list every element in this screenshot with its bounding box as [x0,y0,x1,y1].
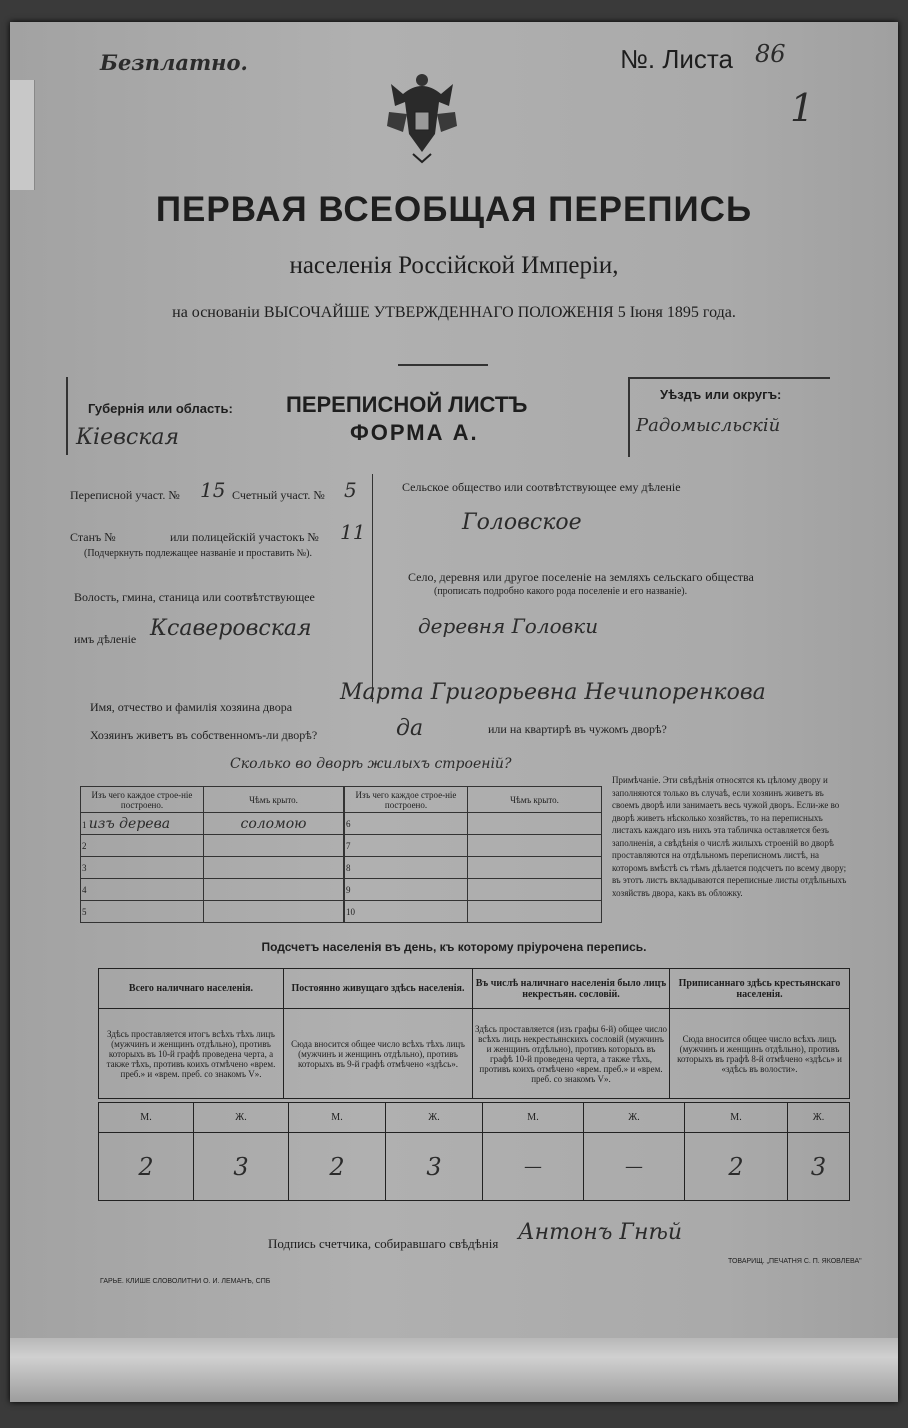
population-counts: М. Ж. М. Ж. М. Ж. М. Ж. 2 3 2 3 — — 2 3 [98,1102,850,1201]
population-table: Всего наличнаго населенія. Постоянно живущаго здѣсь населенія. Въ числѣ наличнаго населенія было лицъ некрестьян. сословій. Приписаннаго здѣсь крестьянскаго населенія. Здѣсь проставляется итогъ всѣхъ тѣхъ лицъ (мужчинъ и женщинъ отдѣльно), противъ которыхъ въ 10-й графѣ проведена черта, а также тѣхъ, противъ коихъ отмѣчено «врем. преб.» и «врем. преб. со знакомъ V». Сюда вносится общее число всѣхъ тѣхъ лицъ (мужчинъ и женщинъ отдѣльно), противъ которыхъ въ 9-й графѣ отмѣчено «здѣсь». Здѣсь проставляется (изъ графы 6-й) общее число всѣхъ лицъ некрестьянскихъ сословій (мужчинъ и женщинъ отдѣльно), противъ которыхъ въ графѣ 10-й проведена черта, а также тѣхъ, противъ коихъ отмѣчено «врем. преб.» и «врем. преб. со знакомъ V». Сюда вносится общее число всѣхъ лицъ (мужчинъ и женщинъ отдѣльно), противъ которыхъ въ графѣ 8-й отмѣчено «здѣсь» и «здѣсь въ волости». [98,968,850,1099]
paper-tab [10,80,35,190]
village-label: Село, деревня или другое поселеніе на земляхъ сельскаго общества [408,570,754,584]
guberniya-label: Губернія или область: [88,401,233,416]
census-sheet [10,22,898,1402]
double-headed-eagle-icon [383,72,461,164]
table-row: 8 [345,857,602,879]
police-value: 11 [340,520,366,544]
col-roof: Чѣмъ крыто. [204,787,344,813]
volost-value: Ксаверовская [150,616,312,641]
table-row: 7 [345,835,602,857]
village-note: (прописать подробно какого рода поселеніе и его названіе). [434,586,688,597]
printer-right: ТОВАРИЩ. „ПЕЧАТНЯ С. П. ЯКОВЛЕВА" [728,1258,862,1265]
pop-head-total: Всего наличнаго населенія. [99,969,284,1009]
count-district-value: 5 [344,478,357,502]
population-title: Подсчетъ населенія въ день, къ которому пріурочена перепись. [261,940,647,954]
lives-own-value: да [396,716,424,741]
sheet-number-label: №. Листа [620,44,734,74]
owner-name-value: Марта Григорьевна Нечипоренкова [340,680,766,705]
volost-label-1: Волость, гмина, станица или соотвѣтствующее [74,590,315,604]
field-divider [372,474,373,702]
sheet-title: ПЕРЕПИСНОЙ ЛИСТЪ [286,392,528,417]
pop-head-permanent: Постоянно живущаго здѣсь населенія. [284,969,473,1009]
uezd-label: Уѣздъ или округъ: [660,387,782,402]
signature-label: Подпись счетчика, собиравшаго свѣдѣнія [268,1236,499,1251]
ornament-divider [398,364,488,366]
buildings-table-right: Изъ чего каждое строе-ніе построено. Чѣмъ крыто. 6 7 8 9 10 [344,786,602,923]
census-district-value: 15 [200,478,226,502]
table-row: 10 [345,901,602,923]
basis-line: на основаніи ВЫСОЧАЙШЕ УТВЕРЖДЕННАГО ПОЛОЖЕНІЯ 5 Іюня 1895 года. [172,304,736,321]
corner-mark: 1 [790,86,815,130]
worn-edge [10,1338,898,1402]
pop-head-registered: Приписаннаго здѣсь крестьянскаго населенія. [670,969,850,1009]
police-label: или полицейскій участокъ № [170,530,319,544]
underline-note: (Подчеркнуть подлежащее названіе и проставить №). [84,548,312,559]
buildings-note: Примѣчаніе. Эти свѣдѣнія относятся къ цѣлому двору и заполняются только въ случаѣ, если хозяинъ живетъ въ своемъ дворѣ или занимаетъ весь чужой дворъ. Если-же во дворѣ живетъ нѣсколько хозяйствъ, то на переписныхъ листахъ каждаго изъ нихъ эта табличка оставляется безъ заполненія, а свѣдѣнія о числѣ жилыхъ строеній во дворѣ проставляются на отдѣльномъ переписномъ листѣ, на которомъ вмѣстѣ съ тѣмъ дѣлается подсчетъ по всему двору; въ этотъ листъ вкладываются переписные листы отдѣльныхъ хозяйствъ двора, какъ въ обложку. [612,775,847,898]
table-row: 2 [81,835,344,857]
owner-name-label: Имя, отчество и фамилія хозяина двора [90,700,293,714]
uezd-value: Радомысльскій [636,415,781,436]
page-subtitle: населенія Россійской Имперіи, [289,252,619,279]
table-row: 6 [345,813,602,835]
printer-left: ГАРЬЕ. КЛИШЕ СЛОВОЛИТНИ О. И. ЛЕМАНЪ, СПБ [100,1278,271,1285]
lives-rent-label: или на квартирѣ въ чужомъ дворѣ? [488,722,667,736]
table-row: 3 [81,857,344,879]
free-label: Безплатно. [100,50,248,75]
table-row: 4 [81,879,344,901]
sheet-number-value: 86 [755,40,786,68]
form-title: ФОРМА А. [350,420,479,445]
buildings-question: Сколько во дворѣ жилыхъ строеній? [230,756,512,772]
count-district-label: Счетный участ. № [232,488,325,502]
volost-label-2: имъ дѣленіе [74,632,137,646]
table-row: 5 [81,901,344,923]
table-row: 2 3 2 3 — — 2 3 [99,1133,850,1201]
page-title: ПЕРВАЯ ВСЕОБЩАЯ ПЕРЕПИСЬ [155,190,753,229]
stan-label: Станъ № [70,530,116,544]
pop-head-nonpeasant: Въ числѣ наличнаго населенія было лицъ некрестьян. сословій. [473,969,670,1009]
census-district-label: Переписной участ. № [70,488,180,502]
village-value: деревня Головки [418,614,599,638]
signature-value: Антонъ Гнѣй [518,1220,683,1245]
guberniya-box [66,377,262,455]
table-row: 1 изъ дерева соломою [81,813,344,835]
uezd-box [628,377,830,457]
society-label: Сельское общество или соотвѣтствующее ему дѣленіе [402,480,681,494]
society-value: Головское [462,510,582,535]
lives-own-label: Хозяинъ живетъ въ собственномъ-ли дворѣ? [90,728,318,742]
guberniya-value: Кіевская [76,425,180,450]
col-material: Изъ чего каждое строе-ніе построено. [81,787,204,813]
table-row: 9 [345,879,602,901]
buildings-table-left [80,786,344,923]
